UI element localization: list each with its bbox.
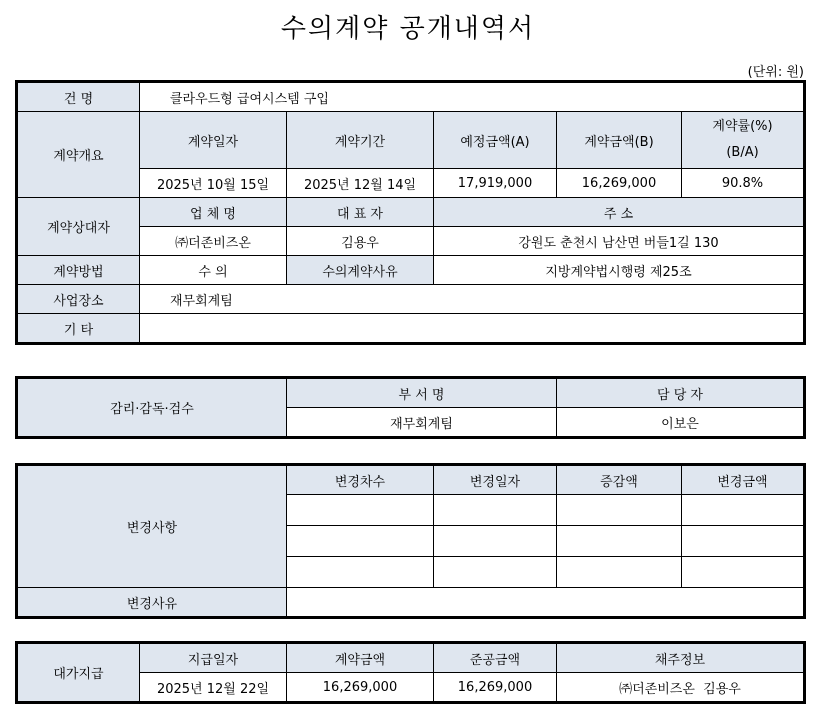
change-amount-cell: [682, 557, 805, 588]
company-name-value: ㈜더존비즈온: [140, 227, 287, 256]
address-value: 강원도 춘천시 남산면 버들1길 130: [434, 227, 805, 256]
payment-contract-amount-value: 16,269,000: [287, 673, 434, 703]
change-delta-cell: [557, 557, 682, 588]
contract-amount-value: 16,269,000: [557, 169, 682, 198]
page-title: 수의계약 공개내역서: [280, 14, 536, 44]
change-reason-label: 변경사유: [17, 588, 287, 618]
estimated-amount-header: 예정금액(A): [434, 112, 557, 169]
contract-method-value: 수 의: [140, 256, 287, 285]
private-contract-reason-value: 지방계약법시행령 제25조: [434, 256, 805, 285]
contract-date-header: 계약일자: [140, 112, 287, 169]
creditor-info-header: 채주정보: [557, 643, 805, 673]
change-round-header: 변경차수: [287, 465, 434, 495]
unit-label: (단위: 원): [747, 65, 804, 80]
payment-contract-amount-header: 계약금액: [287, 643, 434, 673]
supervision-label: 감리·감독·검수: [17, 378, 287, 438]
contract-rate-header-line1: 계약률(%): [712, 119, 773, 134]
change-round-cell: [287, 526, 434, 557]
business-place-label: 사업장소: [17, 285, 140, 314]
representative-header: 대 표 자: [287, 198, 434, 227]
department-header: 부 서 명: [287, 378, 557, 408]
change-delta-cell: [557, 495, 682, 526]
contract-overview-label: 계약개요: [17, 112, 140, 198]
payment-date-header: 지급일자: [140, 643, 287, 673]
completion-amount-value: 16,269,000: [434, 673, 557, 703]
change-round-cell: [287, 495, 434, 526]
creditor-info-value: ㈜더존비즈온 김용우: [557, 673, 805, 703]
payment-date-value: 2025년 12월 22일: [140, 673, 287, 703]
contract-period-header: 계약기간: [287, 112, 434, 169]
change-date-cell: [434, 557, 557, 588]
change-date-header: 변경일자: [434, 465, 557, 495]
private-contract-reason-label: 수의계약사유: [287, 256, 434, 285]
business-place-value: 재무회계팀: [140, 285, 805, 314]
contract-amount-header: 계약금액(B): [557, 112, 682, 169]
contract-rate-header: [682, 112, 805, 169]
person-in-charge-header: 담 당 자: [557, 378, 805, 408]
contract-table: [15, 80, 806, 345]
change-delta-cell: [557, 526, 682, 557]
department-value: 재무회계팀: [287, 408, 557, 438]
etc-label: 기 타: [17, 314, 140, 344]
contract-name-label: 건 명: [17, 82, 140, 112]
payment-table: [15, 641, 806, 704]
payment-label: 대가지급: [17, 643, 140, 703]
address-header: 주 소: [434, 198, 805, 227]
change-date-cell: [434, 526, 557, 557]
company-name-header: 업 체 명: [140, 198, 287, 227]
change-delta-header: 증감액: [557, 465, 682, 495]
change-reason-value: [287, 588, 805, 618]
contract-date-value: 2025년 10월 15일: [140, 169, 287, 198]
change-date-cell: [434, 495, 557, 526]
etc-value: [140, 314, 805, 344]
change-amount-cell: [682, 495, 805, 526]
completion-amount-header: 준공금액: [434, 643, 557, 673]
contract-rate-header-line2: (B/A): [726, 145, 759, 160]
representative-value: 김용우: [287, 227, 434, 256]
contract-rate-value: 90.8%: [682, 169, 805, 198]
change-amount-header: 변경금액: [682, 465, 805, 495]
change-round-cell: [287, 557, 434, 588]
supervision-table: [15, 376, 806, 439]
contract-name-value: 클라우드형 급여시스템 구입: [140, 82, 805, 112]
contract-method-label: 계약방법: [17, 256, 140, 285]
change-amount-cell: [682, 526, 805, 557]
changes-label: 변경사항: [17, 465, 287, 588]
counterparty-label: 계약상대자: [17, 198, 140, 256]
contract-period-value: 2025년 12월 14일: [287, 169, 434, 198]
person-in-charge-value: 이보은: [557, 408, 805, 438]
changes-table: [15, 463, 806, 619]
estimated-amount-value: 17,919,000: [434, 169, 557, 198]
